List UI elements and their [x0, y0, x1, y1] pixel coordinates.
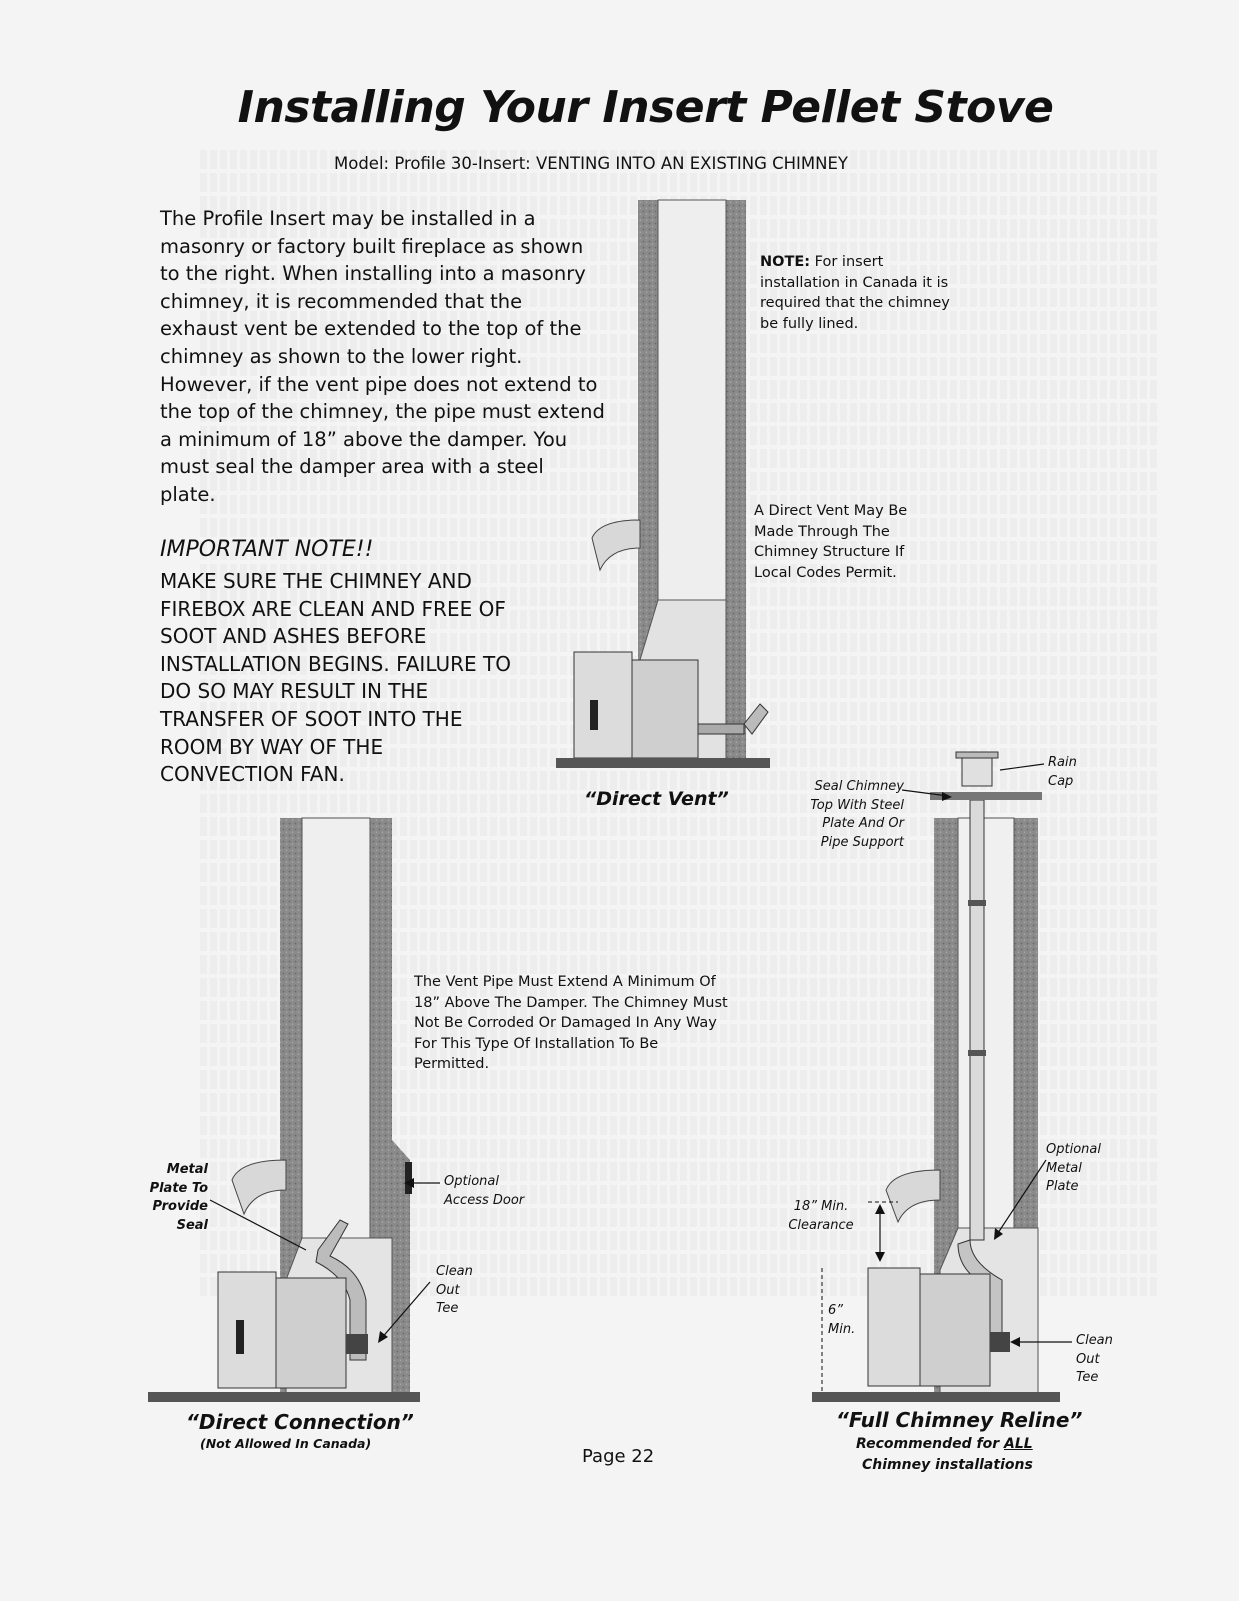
- direct-connection-caption: “Direct Connection”: [186, 1410, 414, 1434]
- clean-out-tee-label-left: Clean Out Tee: [436, 1264, 473, 1316]
- canada-note: [760, 252, 960, 334]
- important-heading: IMPORTANT NOTE!!: [160, 537, 374, 562]
- full-reline-subcaption-line2: Chimney installations: [862, 1457, 1033, 1473]
- page-number: Page 22: [582, 1446, 655, 1467]
- direct-connection-subcaption: (Not Allowed In Canada): [200, 1436, 372, 1451]
- optional-plate-label: Optional Metal Plate: [1046, 1142, 1101, 1194]
- clearance-label: 18” Min. Clearance: [788, 1199, 854, 1233]
- metal-plate-label: Metal Plate To Provide Seal: [149, 1162, 208, 1233]
- full-reline-subcaption-pre: Recommended for: [856, 1436, 1005, 1452]
- full-reline-subcaption: [856, 1436, 1033, 1452]
- full-reline-caption: “Full Chimney Reline”: [836, 1408, 1083, 1432]
- clean-out-tee-label-right: Clean Out Tee: [1076, 1333, 1113, 1385]
- rain-cap-label: Rain Cap: [1048, 755, 1077, 789]
- seal-chimney-label: Seal Chimney Top With Steel Plate And Or Pipe Support: [810, 779, 904, 850]
- six-inch-min-label: 6” Min.: [828, 1303, 856, 1337]
- important-text: MAKE SURE THE CHIMNEY AND FIREBOX ARE CLEAN AND FREE OF SOOT AND ASHES BEFORE INSTALLATION BEGINS. FAILURE TO DO SO MAY RESULT IN THE TRANSFER OF SOOT INTO THE ROOM BY WAY OF THE CONVECTION FAN.: [160, 569, 511, 787]
- direct-vent-caption: “Direct Vent”: [584, 788, 729, 810]
- vent-pipe-note: The Vent Pipe Must Extend A Minimum Of 18” Above The Damper. The Chimney Must Not Be Corroded Or Damaged In Any Way For This Type Of Installation To Be Permitted.: [414, 974, 728, 1072]
- intro-paragraph: The Profile Insert may be installed in a masonry or factory built fireplace as shown to the right. When installing into a masonry chimney, it is recommended that the exhaust vent be extended to the top of the chimney as shown to the lower right. However, if the vent pipe does not extend to the top of the chimney, the pipe must extend a minimum of 18” above the damper. You must seal the damper area with a steel plate.: [160, 207, 605, 506]
- full-reline-subcaption-em: ALL: [1004, 1436, 1033, 1452]
- page-title: Installing Your Insert Pellet Stove: [237, 82, 1054, 133]
- direct-vent-note: A Direct Vent May Be Made Through The Chimney Structure If Local Codes Permit.: [754, 503, 908, 581]
- model-subtitle: Model: Profile 30-Insert: VENTING INTO AN EXISTING CHIMNEY: [334, 154, 849, 173]
- access-door-label: Optional Access Door: [444, 1174, 525, 1208]
- canada-note-text: For insert installation in Canada it is required that the chimney be fully lined.: [760, 254, 950, 332]
- direct-connection-diagram: [148, 818, 440, 1402]
- canada-note-label: NOTE:: [760, 254, 811, 270]
